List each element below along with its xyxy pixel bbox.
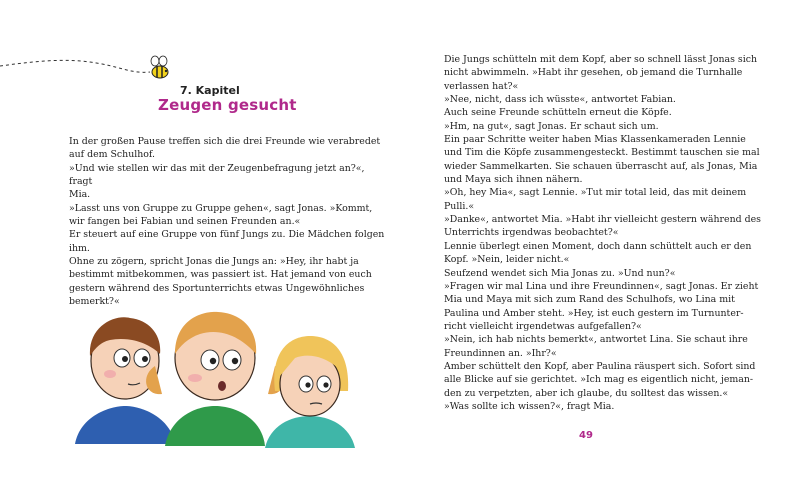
boy-figure bbox=[75, 317, 175, 444]
text-line: und Tim die Köpfe zusammengesteckt. Bestimmt tauschen sie mal bbox=[444, 147, 760, 159]
bee-flight-trail bbox=[0, 52, 200, 92]
text-line: auf dem Schulhof. bbox=[69, 149, 156, 161]
text-line: Kopf. »Nein, leider nicht.« bbox=[444, 254, 570, 266]
text-line: Auch seine Freunde schütteln erneut die Köpfe. bbox=[444, 107, 672, 119]
text-line: Paulina und Amber steht. »Hey, ist euch gestern im Turnunter- bbox=[444, 307, 744, 319]
text-line: »Und wie stellen wir das mit der Zeugenbefragung jetzt an?«, fragt bbox=[69, 162, 365, 188]
text-line: »Lasst uns von Gruppe zu Gruppe gehen«, sagt Jonas. »Kommt, bbox=[69, 202, 373, 214]
text-line: Er steuert auf eine Gruppe von fünf Jungs zu. Die Mädchen folgen bbox=[69, 229, 385, 241]
text-line: Die Jungs schütteln mit dem Kopf, aber so schnell lässt Jonas sich bbox=[444, 54, 758, 65]
text-line: Lennie überlegt einen Moment, doch dann schüttelt auch er den bbox=[444, 240, 752, 252]
text-line: wieder Sammelkarten. Sie schauen überrascht auf, als Jonas, Mia bbox=[444, 160, 758, 172]
chapter-number: 7. Kapitel bbox=[180, 84, 240, 97]
text-line: bestimmt mitbekommen, was passiert ist. Hat jemand von euch bbox=[69, 269, 372, 281]
children-illustration bbox=[70, 306, 360, 456]
text-line: wir fangen bei Fabian und seinen Freunden an.« bbox=[69, 216, 301, 228]
text-line: Mia. bbox=[69, 189, 91, 201]
text-line: gestern während des Sportunterrichts etwas Ungewöhnliches bbox=[69, 282, 365, 294]
text-line: »Fragen wir mal Lina und ihre Freundinnen«, sagt Jonas. Er zieht bbox=[444, 280, 759, 292]
text-line: bemerkt?« bbox=[69, 296, 120, 308]
text-line: Seufzend wendet sich Mia Jonas zu. »Und nun?« bbox=[444, 267, 676, 279]
text-line: und Maya sich ihnen nähern. bbox=[444, 174, 583, 186]
text-line: verlassen hat?« bbox=[444, 80, 519, 92]
text-line: Unterrichts irgendwas beobachtet?« bbox=[444, 227, 619, 239]
text-line: »Danke«, antwortet Mia. »Habt ihr vielleicht gestern während des bbox=[444, 214, 761, 226]
text-line: »Was sollte ich wissen?«, fragt Mia. bbox=[444, 400, 615, 412]
text-line: Freundinnen an. »Ihr?« bbox=[444, 347, 557, 359]
text-line: Ein paar Schritte weiter haben Mias Klassenkameraden Lennie bbox=[444, 134, 746, 146]
chapter-title: Zeugen gesucht bbox=[158, 96, 297, 114]
left-page-text bbox=[69, 135, 389, 308]
text-line: alle Blicke auf sie gerichtet. »Ich mag es eigentlich nicht, jeman- bbox=[444, 374, 754, 386]
text-line: Amber schüttelt den Kopf, aber Paulina räuspert sich. Sofort sind bbox=[444, 360, 756, 372]
right-page-text bbox=[444, 53, 766, 413]
text-line: »Oh, hey Mia«, sagt Lennie. »Tut mir total leid, das mit deinem bbox=[444, 187, 747, 199]
text-line: Mia und Maya mit sich zum Rand des Schulhofs, wo Lina mit bbox=[444, 294, 735, 306]
bee-icon bbox=[151, 56, 168, 78]
text-line: »Nee, nicht, dass ich wüsste«, antwortet Fabian. bbox=[444, 94, 676, 106]
text-line: In der großen Pause treffen sich die drei Freunde wie verabredet bbox=[69, 136, 381, 147]
text-line: »Hm, na gut«, sagt Jonas. Er schaut sich um. bbox=[444, 120, 659, 132]
text-line: Pulli.« bbox=[444, 200, 475, 212]
text-line: richt vielleicht irgendetwas aufgefallen?« bbox=[444, 320, 642, 332]
blonde-girl-figure bbox=[265, 336, 355, 448]
text-line: »Nein, ich hab nichts bemerkt«, antwortet Lina. Sie schaut ihre bbox=[444, 334, 748, 346]
text-line: ihm. bbox=[69, 242, 90, 254]
text-line: nicht abwimmeln. »Habt ihr gesehen, ob jemand die Turnhalle bbox=[444, 67, 743, 79]
text-line: Ohne zu zögern, spricht Jonas die Jungs an: »Hey, ihr habt ja bbox=[69, 256, 359, 268]
page-number: 49 bbox=[579, 430, 593, 441]
right-page bbox=[400, 0, 800, 499]
text-line: den zu verpetzten, aber ich glaube, du solltest das wissen.« bbox=[444, 387, 729, 399]
